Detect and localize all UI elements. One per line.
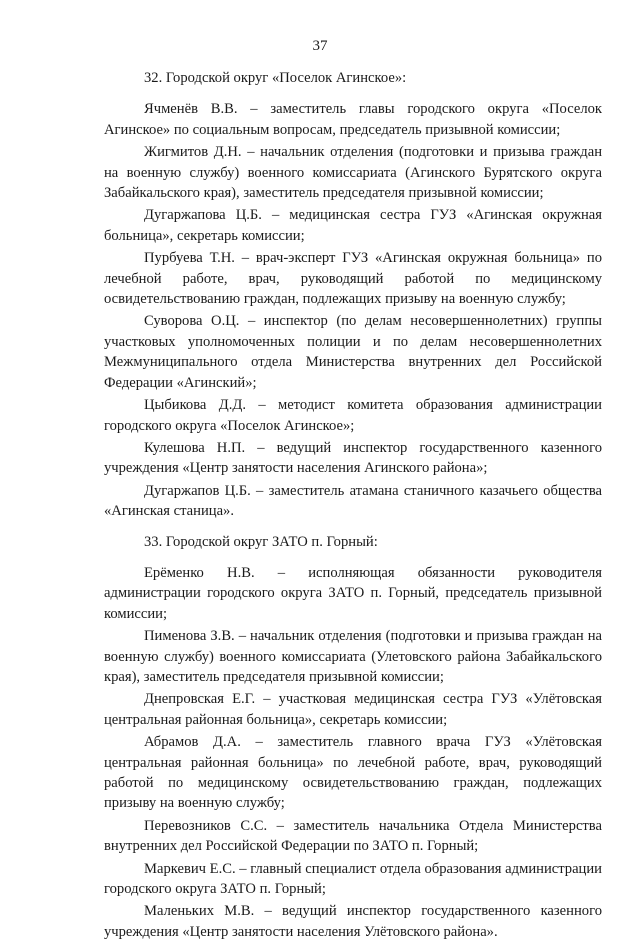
list-item: Цыбикова Д.Д. – методист комитета образования администрации городского округа «Поселок Агинское»; (104, 397, 602, 434)
document-body (104, 68, 602, 944)
list-item: Суворова О.Ц. – инспектор (по делам несовершеннолетних) группы участковых уполномоченных полиции и по делам несовершеннолетних Межмуниципального отдела Министерства внутренних дел Российской Федерации «Агинский»; (104, 313, 602, 391)
section-heading: 33. Городской округ ЗАТО п. Горный: (144, 533, 378, 550)
list-item: Маркевич Е.С. – главный специалист отдела образования администрации городского округа ЗАТО п. Горный; (104, 860, 602, 898)
list-item: Пименова З.В. – начальник отделения (подготовки и призыва граждан на военную службу) военного комиссариата (Улетовского района Забайкальского края), заместитель председателя призывной комиссии; (104, 628, 602, 685)
list-item: Ячменёв В.В. – заместитель главы городского округа «Поселок Агинское» по социальным вопросам, председатель призывной комиссии; (104, 101, 602, 138)
list-item: Ерёменко Н.В. – исполняющая обязанности руководителя администрации городского округа ЗАТО п. Горный, председатель призывной комиссии; (104, 564, 602, 622)
list-item: Дугаржапов Ц.Б. – заместитель атамана станичного казачьего общества «Агинская станица». (104, 482, 602, 520)
list-item: Жигмитов Д.Н. – начальник отделения (подготовки и призыва граждан на военную службу) военного комиссариата (Агинского Бурятского округа Забайкальского края), заместитель председателя призывной комиссии; (104, 144, 602, 202)
list-item: Дугаржапова Ц.Б. – медицинская сестра ГУЗ «Агинская окружная больница», секретарь комиссии; (104, 207, 602, 244)
list-item: Днепровская Е.Г. – участковая медицинская сестра ГУЗ «Улётовская центральная районная больница», секретарь комиссии; (104, 691, 602, 728)
list-item: Пурбуева Т.Н. – врач-эксперт ГУЗ «Агинская окружная больница» по лечебной работе, врач, руководящий работой по медицинскому освидетельствованию граждан, подлежащих призыву на военную службу; (104, 250, 602, 308)
section-heading: 32. Городской округ «Поселок Агинское»: (144, 70, 407, 86)
list-item: Кулешова Н.П. – ведущий инспектор государственного казенного учреждения «Центр занятости населения Агинского района»; (104, 439, 602, 477)
list-item: Перевозников С.С. – заместитель начальника Отдела Министерства внутренних дел Российской Федерации по ЗАТО п. Горный; (104, 817, 602, 855)
list-item: Маленьких М.В. – ведущий инспектор государственного казенного учреждения «Центр занятости населения Улётовского района». (104, 903, 602, 940)
page-number: 37 (312, 38, 328, 54)
list-item: Абрамов Д.А. – заместитель главного врача ГУЗ «Улётовская центральная районная больница» по лечебной работе, врач, руководящий работой по медицинскому освидетельствованию граждан, подлежащих призыву на военную службу; (104, 734, 602, 812)
